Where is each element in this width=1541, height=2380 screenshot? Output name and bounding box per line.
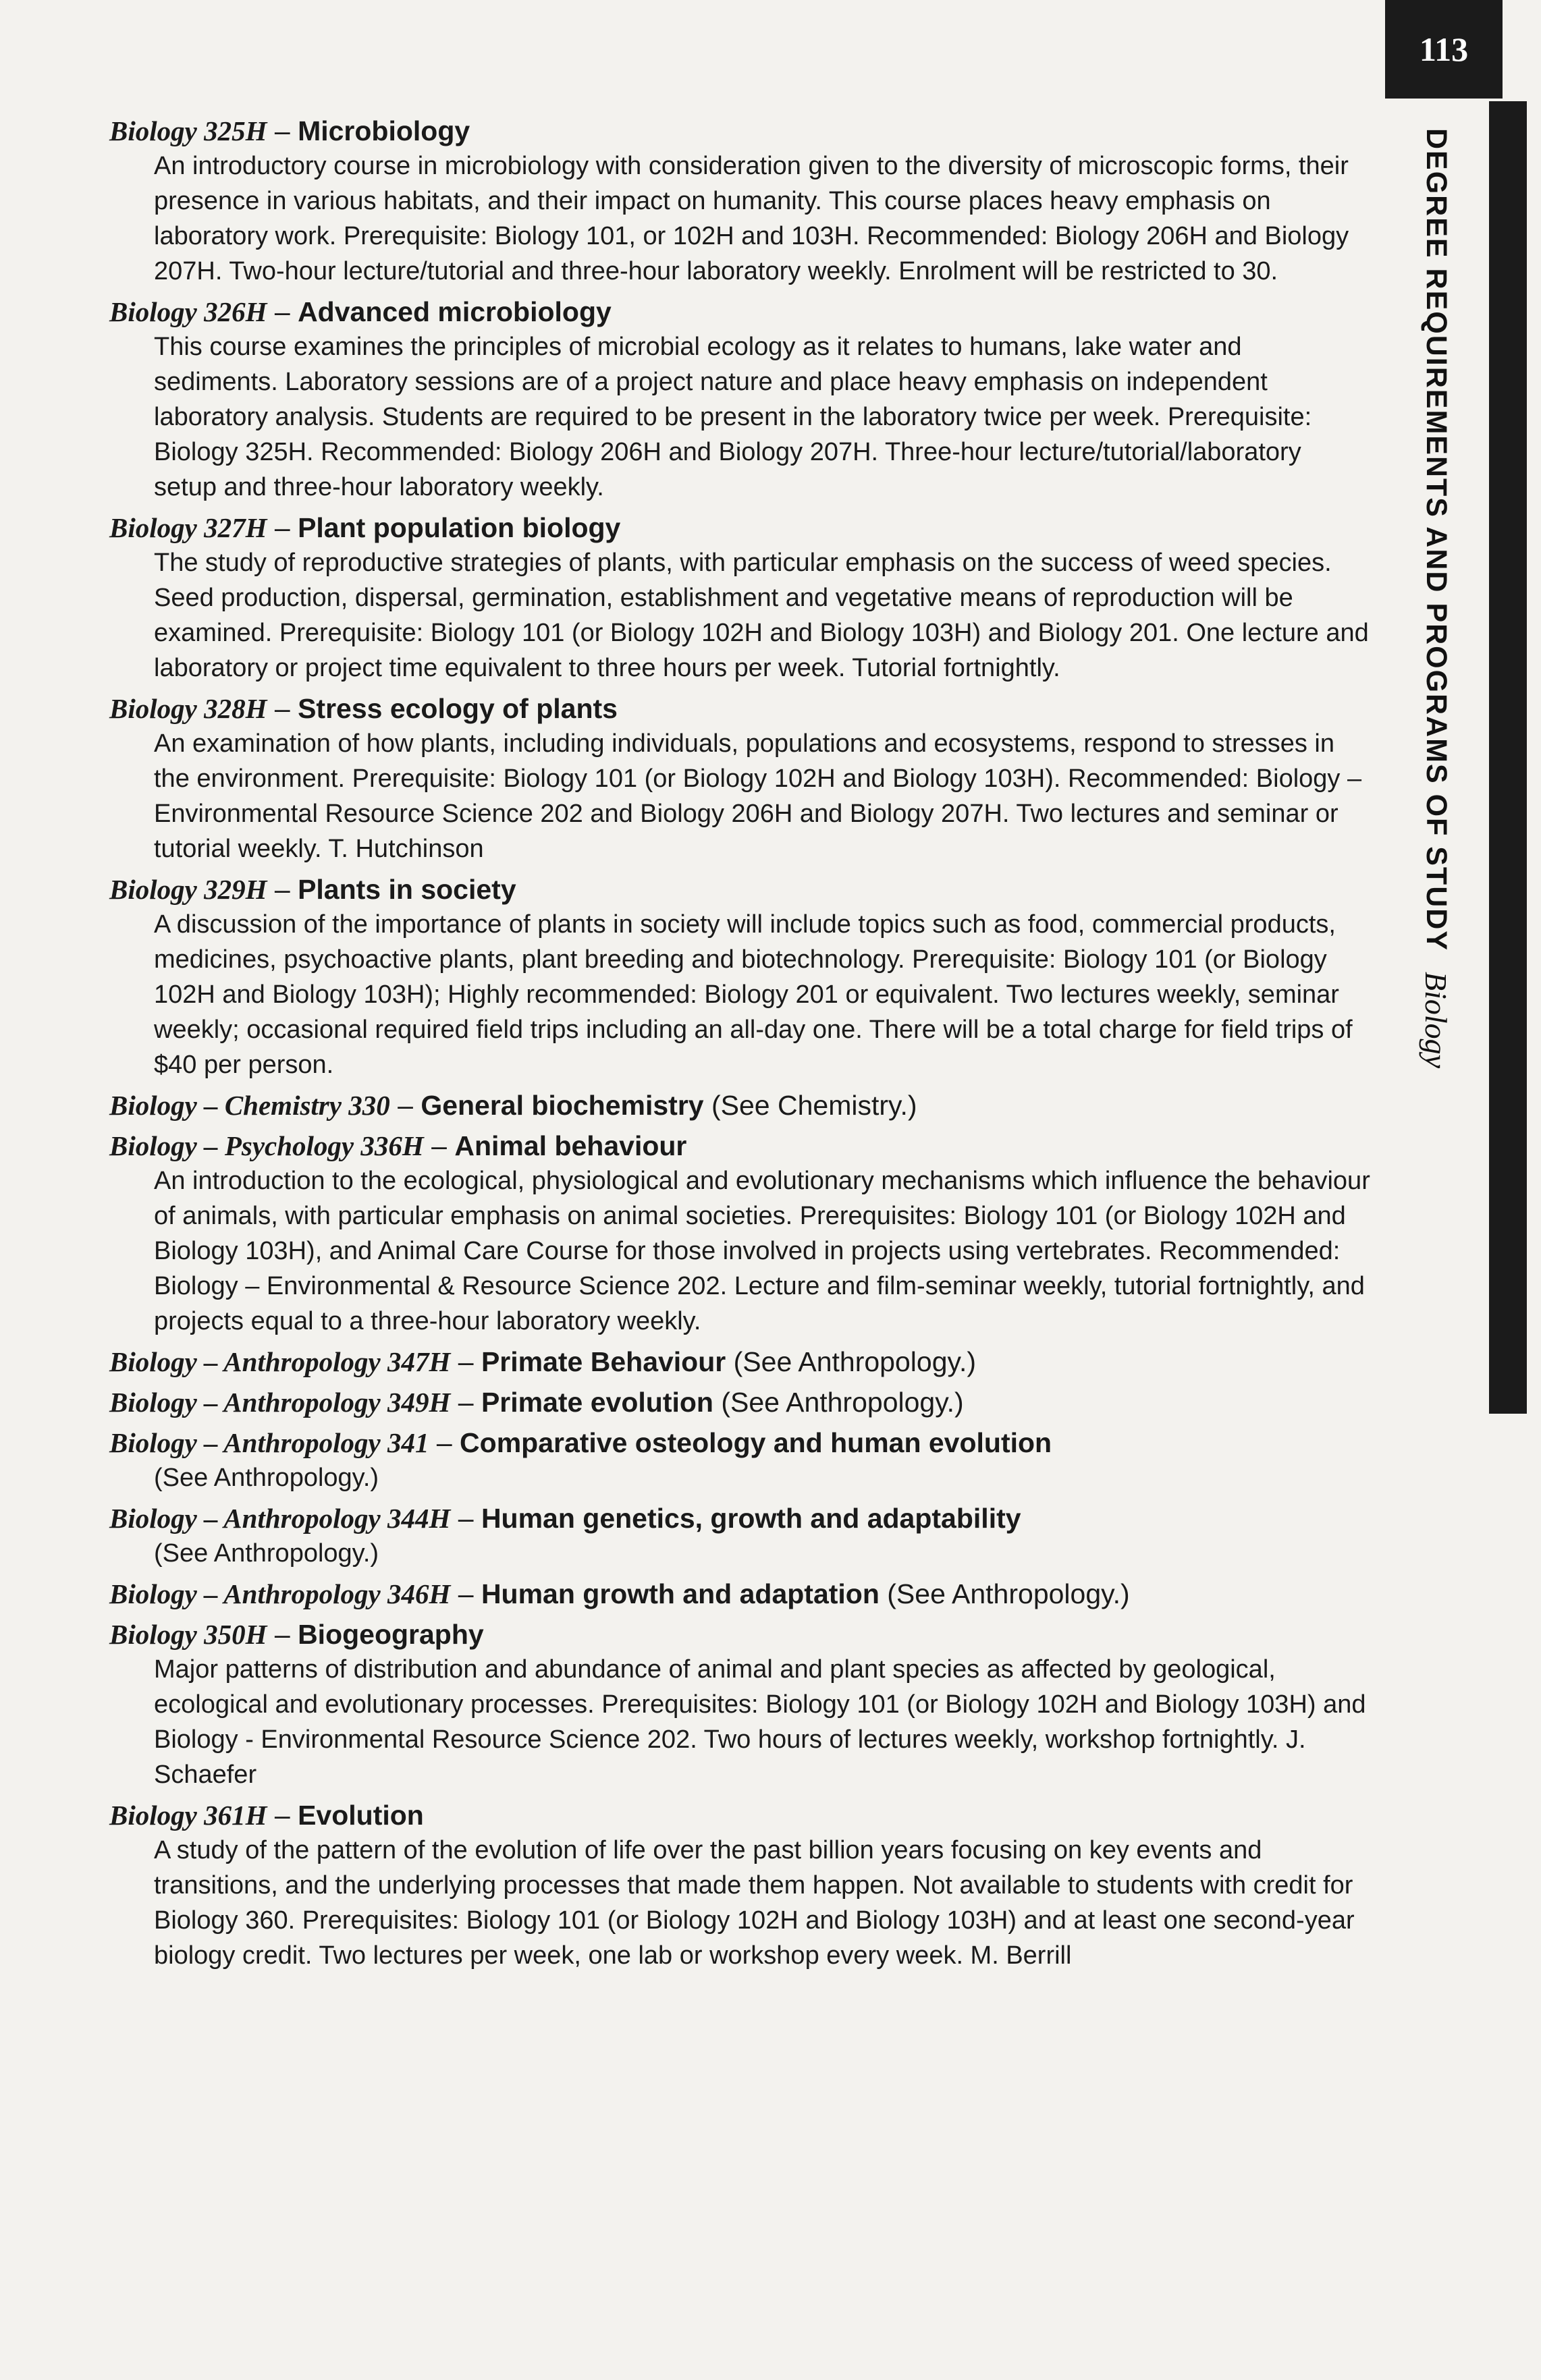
course-code: Biology – Anthropology 344H bbox=[109, 1503, 451, 1534]
course-title: Biology – Anthropology 349H – Primate evolution (See Anthropology.) bbox=[109, 1387, 964, 1418]
course-entry bbox=[109, 113, 1370, 289]
course-name: Plants in society bbox=[298, 874, 516, 905]
course-name: Human genetics, growth and adaptability bbox=[481, 1503, 1021, 1534]
course-code: Biology 329H bbox=[109, 874, 267, 905]
course-name: Animal behaviour bbox=[454, 1130, 687, 1161]
course-code: Biology 325H bbox=[109, 115, 267, 146]
course-description: The study of reproductive strategies of plants, with particular emphasis on the success of weed species. Seed production, dispersal, germination, establishment and vegetative means of reproduction will be examined. Prerequisite: Biology 101 (or Biology 102H and Biology 103H) and Biology 201. One lecture and laboratory or project time equivalent to three hours per week. Tutorial fortnightly. bbox=[154, 549, 1369, 682]
course-name: Biogeography bbox=[298, 1619, 484, 1650]
course-entry bbox=[109, 1344, 1370, 1379]
course-description: Major patterns of distribution and abundance of animal and plant species as affected by geological, ecological and evolutionary processes. Prerequisites: Biology 101 (or Biology 102H and Biology 103H) and Biology - Environmental Resource Science 202. Two hours of lectures weekly, workshop fortnightly. J. Schaefer bbox=[154, 1655, 1366, 1789]
course-entry bbox=[109, 1501, 1370, 1571]
course-code: Biology 361H bbox=[109, 1800, 267, 1831]
course-entry bbox=[109, 1128, 1370, 1339]
course-name: General biochemistry bbox=[421, 1090, 704, 1121]
course-description: A discussion of the importance of plants in society will include topics such as food, commercial products, medicines, psychoactive plants, plant breeding and biotechnology. Prerequisite: Biology 101 (or Biology 102H and Biology 103H); Highly recommended: Biology 201 or equivalent. Two lectures weekly, seminar weekly; occasional required field trips including an all-day one. There will be a total charge for field trips of $40 per person. bbox=[154, 910, 1353, 1079]
course-code: Biology 350H bbox=[109, 1619, 267, 1650]
page-number: 113 bbox=[1419, 30, 1469, 68]
course-name: Human growth and adaptation bbox=[481, 1578, 880, 1609]
course-name: Evolution bbox=[298, 1800, 424, 1831]
course-code: Biology 326H bbox=[109, 296, 267, 327]
subsection-heading: Biology bbox=[1419, 972, 1454, 1069]
course-title: Biology – Anthropology 347H – Primate Behaviour (See Anthropology.) bbox=[109, 1346, 976, 1377]
course-name: Comparative osteology and human evolution bbox=[460, 1427, 1052, 1458]
course-code: Biology 327H bbox=[109, 512, 267, 543]
course-name: Plant population biology bbox=[298, 512, 621, 543]
course-description: A study of the pattern of the evolution of life over the past billion years focusing on key events and transitions, and the underlying processes that made them happen. Not available to students with credit for Biology 360. Prerequisites: Biology 101 (or Biology 102H and Biology 103H) and at least one second-year biology credit. Two lectures per week, one lab or workshop every week. M. Berrill bbox=[154, 1836, 1355, 1970]
course-entry bbox=[109, 1425, 1370, 1495]
course-note: (See Anthropology.) bbox=[733, 1346, 976, 1377]
course-title: Biology – Anthropology 344H – Human genetics, growth and adaptability bbox=[109, 1503, 1021, 1534]
course-listing bbox=[109, 113, 1370, 1978]
section-heading: DEGREE REQUIREMENTS AND PROGRAMS OF STUDY bbox=[1420, 128, 1453, 951]
course-note: (See Chemistry.) bbox=[711, 1090, 917, 1121]
page-number-tab bbox=[1385, 0, 1503, 99]
course-title: Biology 325H – Microbiology bbox=[109, 115, 470, 146]
course-entry bbox=[109, 1088, 1370, 1123]
course-entry bbox=[109, 1385, 1370, 1420]
course-name: Microbiology bbox=[298, 115, 470, 146]
course-description: An examination of how plants, including individuals, populations and ecosystems, respond to stresses in the environment. Prerequisite: Biology 101 (or Biology 102H and Biology 103H). Recommended: Biology – Environmental Resource Science 202 and Biology 206H and Biology 207H. Two lectures and seminar or tutorial weekly. T. Hutchinson bbox=[154, 729, 1362, 863]
course-entry bbox=[109, 294, 1370, 505]
course-entry bbox=[109, 1576, 1370, 1611]
course-title: Biology 328H – Stress ecology of plants bbox=[109, 693, 618, 724]
course-note: (See Anthropology.) bbox=[887, 1578, 1130, 1609]
side-heading bbox=[1396, 128, 1477, 1194]
course-code: Biology – Anthropology 341 bbox=[109, 1427, 429, 1458]
course-description: An introduction to the ecological, physiological and evolutionary mechanisms which influence the behaviour of animals, with particular emphasis on animal societies. Prerequisites: Biology 101 (or Biology 102H and Biology 103H), and Animal Care Course for those involved in projects using vertebrates. Recommended: Biology – Environmental & Resource Science 202. Lecture and film-seminar weekly, tutorial fortnightly, and projects equal to a three-hour laboratory weekly. bbox=[154, 1167, 1370, 1335]
course-title: Biology – Anthropology 341 – Comparative osteology and human evolution bbox=[109, 1427, 1052, 1458]
course-description: An introductory course in microbiology with consideration given to the diversity of microscopic forms, their presence in various habitats, and their impact on humanity. This course places heavy emphasis on laboratory work. Prerequisite: Biology 101, or 102H and 103H. Recommended: Biology 206H and Biology 207H. Two-hour lecture/tutorial and three-hour laboratory weekly. Enrolment will be restricted to 30. bbox=[154, 152, 1349, 285]
course-code: Biology – Anthropology 346H bbox=[109, 1578, 451, 1609]
course-name: Advanced microbiology bbox=[298, 296, 612, 327]
course-entry bbox=[109, 1798, 1370, 1973]
course-entry bbox=[109, 1617, 1370, 1792]
course-code: Biology – Psychology 336H bbox=[109, 1130, 424, 1161]
course-name: Stress ecology of plants bbox=[298, 693, 618, 724]
course-title: Biology 329H – Plants in society bbox=[109, 874, 516, 905]
course-title: Biology 350H – Biogeography bbox=[109, 1619, 484, 1650]
course-title: Biology 327H – Plant population biology bbox=[109, 512, 621, 543]
course-code: Biology – Anthropology 347H bbox=[109, 1346, 451, 1377]
course-code: Biology 328H bbox=[109, 693, 267, 724]
course-name: Primate Behaviour bbox=[481, 1346, 726, 1377]
course-entry bbox=[109, 872, 1370, 1082]
course-title: Biology 326H – Advanced microbiology bbox=[109, 296, 612, 327]
course-description: This course examines the principles of microbial ecology as it relates to humans, lake water and sediments. Laboratory sessions are of a project nature and place heavy emphasis on independent laboratory analysis. Students are required to be present in the laboratory twice per week. Prerequisite: Biology 325H. Recommended: Biology 206H and Biology 207H. Three-hour lecture/tutorial/laboratory setup and three-hour laboratory weekly. bbox=[154, 333, 1312, 501]
course-code: Biology – Anthropology 349H bbox=[109, 1387, 451, 1418]
course-entry bbox=[109, 510, 1370, 686]
course-code: Biology – Chemistry 330 bbox=[109, 1090, 390, 1121]
course-description: (See Anthropology.) bbox=[154, 1464, 379, 1492]
course-title: Biology – Chemistry 330 – General biochemistry (See Chemistry.) bbox=[109, 1090, 917, 1121]
section-tab-strip bbox=[1489, 101, 1527, 1414]
course-description: (See Anthropology.) bbox=[154, 1539, 379, 1568]
course-title: Biology 361H – Evolution bbox=[109, 1800, 424, 1831]
course-name: Primate evolution bbox=[481, 1387, 713, 1418]
course-note: (See Anthropology.) bbox=[721, 1387, 964, 1418]
course-title: Biology – Anthropology 346H – Human growth and adaptation (See Anthropology.) bbox=[109, 1578, 1130, 1609]
course-entry bbox=[109, 691, 1370, 866]
course-title: Biology – Psychology 336H – Animal behaviour bbox=[109, 1130, 687, 1161]
